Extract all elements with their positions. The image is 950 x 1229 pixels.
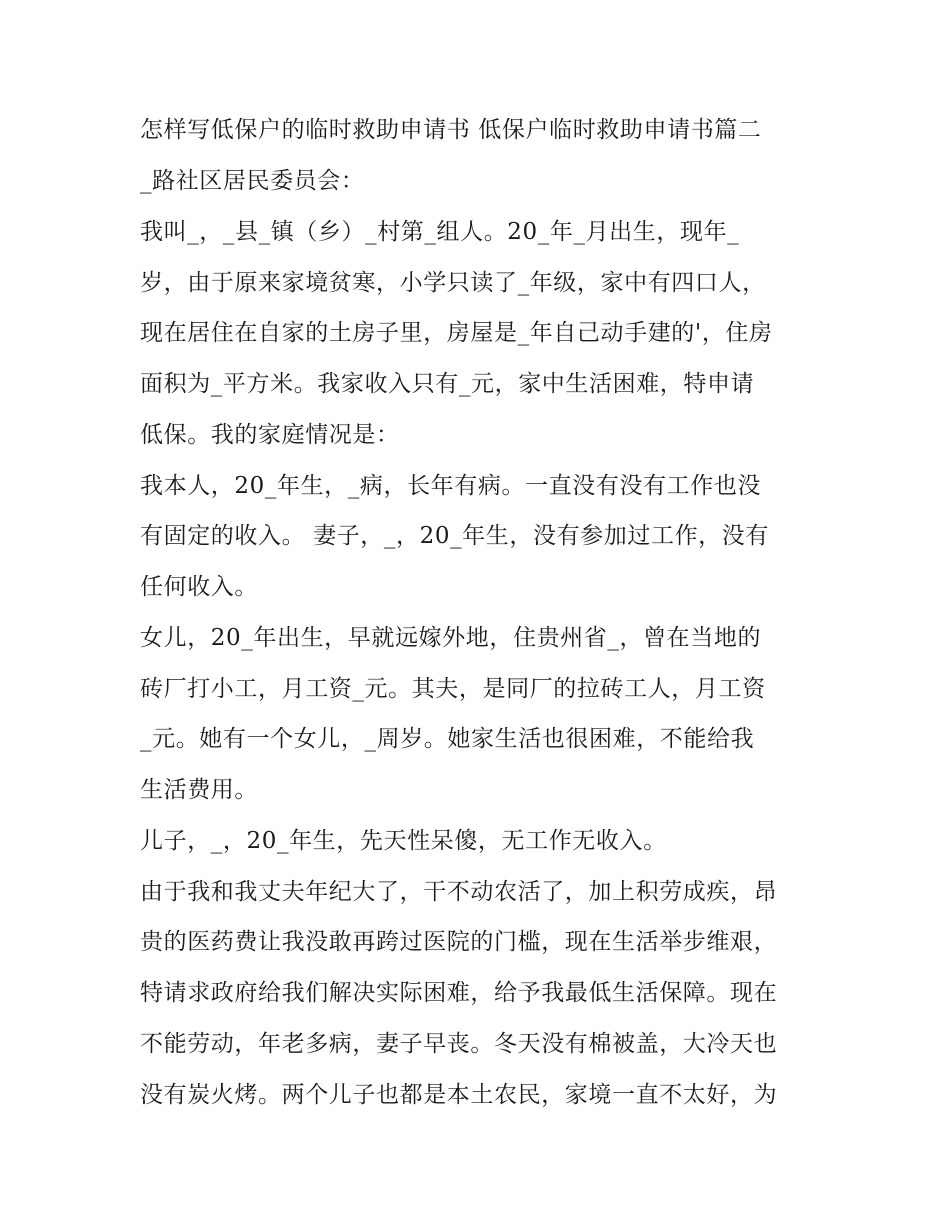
text-line: 任何收入。	[140, 574, 258, 600]
text-line: 不能劳动，年老多病，妻子早丧。冬天没有棉被盖，大冷天也	[140, 1031, 778, 1057]
text-line: _元。她有一个女儿，_周岁。她家生活也很困难，不能给我	[140, 726, 755, 752]
text-line: 现在居住在自家的土房子里，房屋是_年自己动手建的'，住房	[140, 320, 773, 346]
text-line: 没有炭火烤。两个儿子也都是本土农民，家境一直不太好，为	[140, 1082, 778, 1108]
text-line: 低保。我的家庭情况是：	[140, 422, 400, 448]
text-line: 女儿，20_年出生，早就远嫁外地，住贵州省_，曾在当地的	[140, 625, 762, 651]
text-line: 我本人，20_年生，_病，长年有病。一直没有没有工作也没	[140, 473, 762, 499]
addressee-line: _路社区居民委员会：	[140, 168, 365, 194]
text-line: 有固定的收入。 妻子，_，20_年生，没有参加过工作，没有	[140, 523, 769, 549]
text-line: 贵的医药费让我没敢再跨过医院的门槛，现在生活举步维艰，	[140, 929, 778, 955]
text-line: 面积为_平方米。我家收入只有_元，家中生活困难，特申请	[140, 371, 755, 397]
text-line: 我叫_，_县_镇（乡）_村第_组人。20_年_月出生，现年_	[140, 219, 740, 245]
text-line: 儿子，_，20_年生，先天性呆傻，无工作无收入。	[140, 828, 667, 854]
text-line: 由于我和我丈夫年纪大了，干不动农活了，加上积劳成疾，昂	[140, 879, 778, 905]
document-title-line: 怎样写低保户的临时救助申请书 低保户临时救助申请书篇二	[140, 117, 762, 143]
text-line: 砖厂打小工，月工资_元。其夫，是同厂的拉砖工人，月工资	[140, 676, 766, 702]
text-line: 岁，由于原来家境贫寒，小学只读了_年级，家中有四口人，	[140, 270, 766, 296]
text-line: 特请求政府给我们解决实际困难，给予我最低生活保障。现在	[140, 980, 778, 1006]
text-line: 生活费用。	[140, 777, 258, 803]
